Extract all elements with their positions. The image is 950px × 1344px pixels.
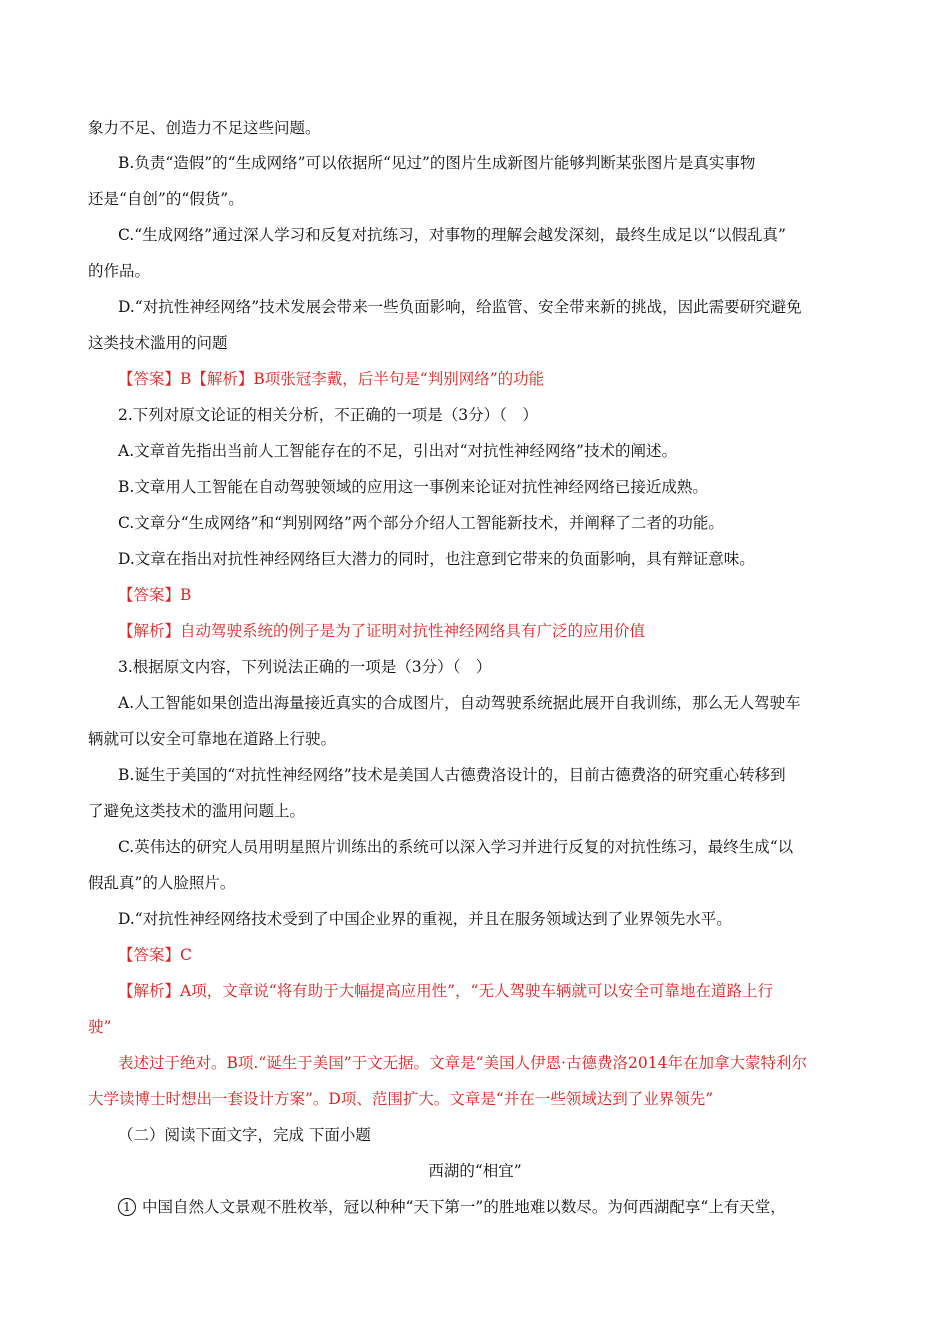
option-b-line2: 还是“自创”的“假货”。 <box>88 190 244 208</box>
paragraph-1 <box>118 1197 786 1217</box>
answer-analysis-q1: 【答案】B【解析】B项张冠李戴，后半句是“判别网络”的功能 <box>118 370 545 388</box>
option-c-line2: 的作品。 <box>88 262 151 280</box>
analysis-q3-line2: 驶” <box>88 1018 112 1036</box>
section-heading: （二）阅读下面文字，完成 下面小题 <box>118 1126 371 1144</box>
q3-option-c-line2: 假乱真”的人脸照片。 <box>88 874 236 892</box>
option-d-line2: 这类技术滥用的问题 <box>88 334 228 352</box>
q3-option-b-line2: 了避免这类技术的滥用问题上。 <box>88 802 306 820</box>
analysis-q3-line4: 大学读博士时想出一套设计方案”。D项、范围扩大。文章是“并在一些领域达到了业界领先” <box>88 1090 714 1108</box>
paragraph-1-text: 中国自然人文景观不胜枚举，冠以种种“天下第一”的胜地难以数尽。为何西湖配享“上有天堂， <box>142 1198 786 1216</box>
question-2: 2.下列对原文论证的相关分析，不正确的一项是（3分）（ ） <box>118 406 538 424</box>
q2-option-a: A.文章首先指出当前人工智能存在的不足，引出对“对抗性神经网络”技术的阐述。 <box>118 442 677 460</box>
analysis-q3-line1: 【解析】A项，文章说“将有助于大幅提高应用性”，“无人驾驶车辆就可以安全可靠地在道路上行 <box>118 982 773 1000</box>
q2-option-d: D.文章在指出对抗性神经网络巨大潜力的同时，也注意到它带来的负面影响，具有辩证意味。 <box>118 550 755 568</box>
question-3: 3.根据原文内容，下列说法正确的一项是（3分）（ ） <box>118 658 492 676</box>
q2-option-c: C.文章分“生成网络”和“判别网络”两个部分介绍人工智能新技术，并阐释了二者的功能。 <box>118 514 724 532</box>
q3-option-a-line1: A.人工智能如果创造出海量接近真实的合成图片，自动驾驶系统据此展开自我训练，那么无人驾驶车 <box>118 694 801 712</box>
q3-option-b-line1: B.诞生于美国的“对抗性神经网络”技术是美国人古德费洛设计的，目前古德费洛的研究重心转移到 <box>118 766 786 784</box>
article-title: 西湖的“相宜” <box>428 1162 522 1180</box>
q3-option-a-line2: 辆就可以安全可靠地在道路上行驶。 <box>88 730 337 748</box>
q2-option-b: B.文章用人工智能在自动驾驶领域的应用这一事例来论证对抗性神经网络已接近成熟。 <box>118 478 708 496</box>
analysis-q2: 【解析】自动驾驶系统的例子是为了证明对抗性神经网络具有广泛的应用价值 <box>118 622 646 640</box>
option-b-line1: B.负责“造假”的“生成网络”可以依据所“见过”的图片生成新图片能够判断某张图片是真实事物 <box>118 154 756 172</box>
q3-option-d: D.“对抗性神经网络技术受到了中国企业界的重视，并且在服务领域达到了业界领先水平。 <box>118 910 732 928</box>
q3-option-c-line1: C.英伟达的研究人员用明星照片训练出的系统可以深入学习并进行反复的对抗性练习，最终生成“以 <box>118 838 794 856</box>
analysis-q3-line3: 表述过于绝对。B项.“诞生于美国”于文无据。文章是“美国人伊恩·古德费洛2014年在加拿大蒙特利尔 <box>118 1054 807 1072</box>
answer-q3: 【答案】C <box>118 946 192 964</box>
option-d-line1: D.“对抗性神经网络”技术发展会带来一些负面影响，给监管、安全带来新的挑战，因此需要研究避免 <box>118 298 802 316</box>
option-c-line1: C.“生成网络”通过深人学习和反复对抗练习，对事物的理解会越发深刻，最终生成足以“以假乱真” <box>118 226 786 244</box>
text-line: 象力不足、创造力不足这些问题。 <box>88 119 321 137</box>
paragraph-number: 1 <box>118 1198 136 1216</box>
answer-q2: 【答案】B <box>118 586 192 604</box>
